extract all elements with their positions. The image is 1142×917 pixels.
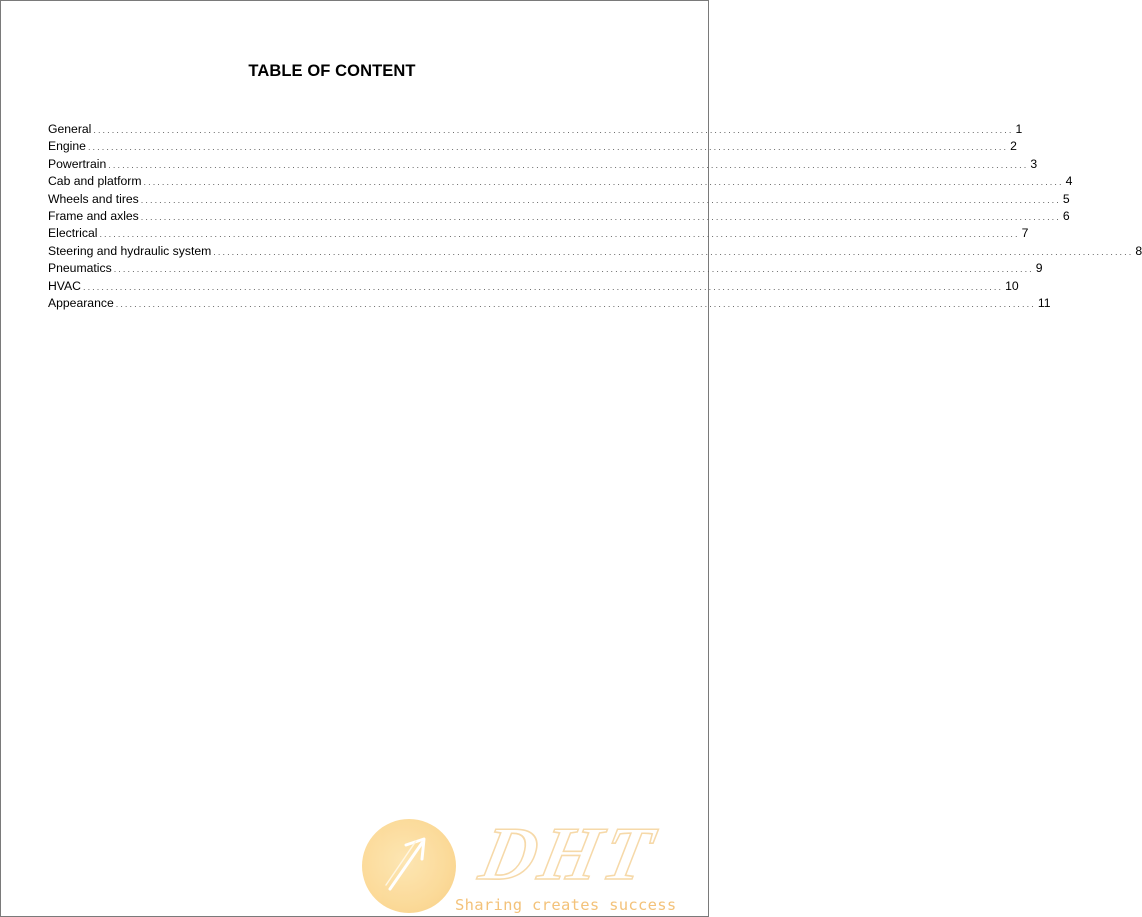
toc-entry-page: 5 — [1062, 191, 1070, 206]
toc-entry[interactable] — [48, 191, 1070, 209]
toc-entry-page: 7 — [1021, 226, 1029, 241]
dot-leader: ........................................................................................................................................................................................................ — [143, 177, 1064, 188]
dot-leader: ........................................................................................................................................................................................................ — [115, 298, 1036, 309]
toc-entry-page: 4 — [1065, 174, 1073, 189]
dot-leader: ........................................................................................................................................................................................................ — [99, 229, 1020, 240]
toc-entry[interactable] — [48, 122, 1023, 139]
toc-entry-label: Wheels and tires — [48, 191, 139, 206]
watermark-logo-text: DHT — [473, 811, 664, 896]
arrow-up-right-icon — [362, 819, 456, 913]
dot-leader: ........................................................................................................................................................................................................ — [82, 281, 1004, 292]
toc-entry[interactable] — [48, 208, 1070, 226]
toc-entry-page: 10 — [1005, 278, 1019, 293]
toc-entry-label: Appearance — [48, 295, 114, 310]
toc-entry[interactable] — [48, 295, 1051, 313]
watermark-tagline: Sharing creates success — [455, 896, 677, 914]
toc-entry-label: Frame and axles — [48, 208, 139, 223]
toc-entry-label: Electrical — [48, 226, 98, 241]
toc-entry[interactable] — [48, 243, 1142, 261]
page-title: TABLE OF CONTENT — [248, 62, 416, 80]
toc-entry[interactable] — [48, 139, 1017, 156]
toc-entry-label: Cab and platform — [48, 174, 142, 189]
toc-entry-page: 2 — [1010, 139, 1017, 154]
toc-entry[interactable] — [48, 226, 1029, 243]
watermark-logo — [471, 811, 671, 896]
dot-leader: ........................................................................................................................................................................................................ — [113, 264, 1034, 275]
toc-entry-label: Steering and hydraulic system — [48, 243, 212, 258]
dot-leader: ........................................................................................................................................................................................................ — [213, 246, 1134, 257]
toc-entry-label: Pneumatics — [48, 261, 112, 276]
toc-entry-label: General — [48, 122, 92, 136]
toc-entry-page: 11 — [1037, 295, 1051, 310]
dot-leader: ........................................................................................................................................................................................................ — [93, 125, 1014, 135]
table-of-contents — [48, 122, 1142, 313]
dot-leader: ........................................................................................................................................................................................................ — [140, 194, 1061, 205]
toc-entry[interactable] — [48, 278, 1019, 296]
toc-entry-page: 3 — [1030, 156, 1038, 171]
dot-leader: ........................................................................................................................................................................................................ — [87, 142, 1009, 153]
toc-entry[interactable] — [48, 261, 1043, 278]
toc-entry-page: 8 — [1135, 243, 1142, 258]
toc-entry-page: 1 — [1015, 122, 1023, 136]
watermark-logo-circle — [362, 819, 456, 913]
toc-entry-label: Powertrain — [48, 156, 107, 171]
toc-entry[interactable] — [48, 156, 1038, 174]
toc-entry-label: HVAC — [48, 278, 81, 293]
toc-entry-label: Engine — [48, 139, 86, 154]
dot-leader: ........................................................................................................................................................................................................ — [108, 159, 1029, 170]
toc-entry-page: 9 — [1035, 261, 1043, 276]
dot-leader: ........................................................................................................................................................................................................ — [140, 211, 1061, 222]
toc-entry[interactable] — [48, 174, 1073, 191]
toc-entry-page: 6 — [1062, 208, 1070, 223]
